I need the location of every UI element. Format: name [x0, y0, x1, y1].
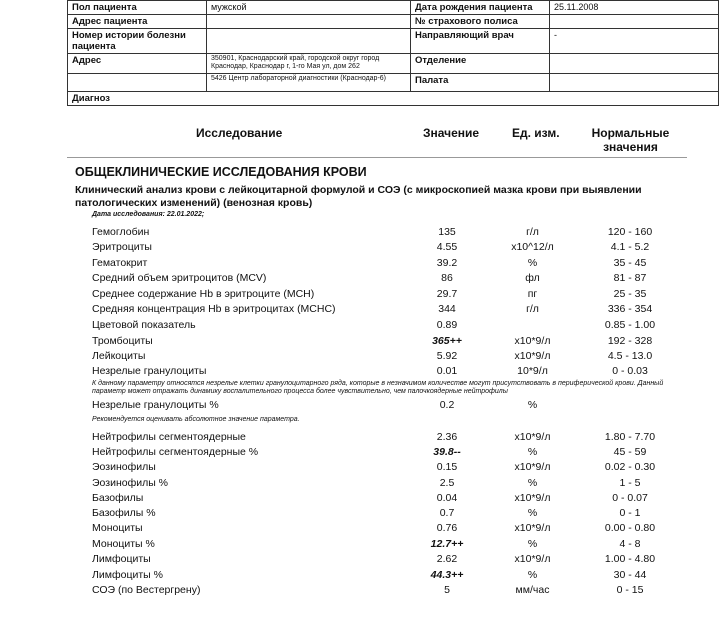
result-name: Лимфоциты %: [92, 569, 163, 581]
table-row: [0, 257, 720, 272]
result-unit: x10*9/л: [514, 431, 551, 443]
result-unit: пг: [527, 288, 538, 300]
result-value: 44.3++: [430, 569, 464, 581]
result-value: 344: [438, 303, 456, 315]
address-label: Адрес пациента: [68, 15, 207, 29]
result-unit: 10*9/л: [517, 365, 548, 377]
result-normal: 0 - 1: [619, 507, 641, 519]
policy-label: № страхового полиса: [411, 15, 550, 29]
result-unit: %: [527, 399, 538, 411]
table-row: [0, 492, 720, 507]
result-value: 0.04: [436, 492, 458, 504]
result-name: Тромбоциты: [92, 335, 153, 347]
result-normal: 1 - 5: [619, 477, 641, 489]
note-absolute-value: Рекомендуется оценивать абсолютное значение параметра.: [92, 416, 300, 423]
result-normal: 0.85 - 1.00: [604, 319, 656, 331]
study-date: Дата исследования: 22.01.2022;: [92, 211, 205, 218]
column-value: Значение: [423, 126, 480, 140]
result-normal: 45 - 59: [613, 446, 647, 458]
result-normal: 1.00 - 4.80: [604, 553, 656, 565]
result-normal: 4 - 8: [619, 538, 641, 550]
result-unit: x10*9/л: [514, 492, 551, 504]
result-name: Цветовой показатель: [92, 319, 196, 331]
history-label: Номер истории болезни пациента: [68, 29, 207, 54]
result-normal: 30 - 44: [613, 569, 647, 581]
result-name: СОЭ (по Вестергрену): [92, 584, 201, 596]
result-name: Базофилы: [92, 492, 144, 504]
result-unit: %: [527, 538, 538, 550]
table-row: [0, 288, 720, 303]
result-name: Гематокрит: [92, 257, 148, 269]
note-immature-granulocytes: К данному параметру относятся незрелые клетки гранулоцитарного ряда, которые в незначимом количестве могут присутствовать в периферической крови. Данный параметр может отражать динамику воспалительного процесса более чувствительно, чем палочкоядерные нейтрофилы: [92, 380, 664, 395]
result-name: Средняя концентрация Hb в эритроцитах (MCHC): [92, 303, 336, 315]
column-normal: Нормальные значения: [591, 126, 670, 154]
result-unit: фл: [525, 272, 540, 284]
result-name: Незрелые гранулоциты %: [92, 399, 219, 411]
table-row: [0, 241, 720, 256]
table-row: [0, 350, 720, 365]
result-unit: г/л: [526, 226, 539, 238]
result-name: Среднее содержание Hb в эритроците (MCH): [92, 288, 315, 300]
result-unit: x10*9/л: [514, 522, 551, 534]
result-value: 4.55: [436, 241, 458, 253]
result-value: 0.7: [439, 507, 455, 519]
result-name: Базофилы %: [92, 507, 156, 519]
result-name: Моноциты: [92, 522, 143, 534]
table-row: [0, 399, 720, 414]
result-normal: 120 - 160: [607, 226, 653, 238]
table-row: [0, 226, 720, 241]
result-value: 86: [441, 272, 453, 284]
result-unit: x10*9/л: [514, 335, 551, 347]
result-normal: 0 - 0.07: [612, 492, 648, 504]
result-normal: 336 - 354: [607, 303, 653, 315]
table-row: [0, 584, 720, 599]
sex-value: мужской: [207, 1, 411, 15]
result-normal: 0 - 15: [616, 584, 644, 596]
table-row: [0, 431, 720, 446]
result-unit: x10*9/л: [514, 553, 551, 565]
result-normal: 0 - 0.03: [612, 365, 648, 377]
result-value: 0.89: [436, 319, 458, 331]
section-title: ОБЩЕКЛИНИЧЕСКИЕ ИССЛЕДОВАНИЯ КРОВИ: [75, 165, 367, 179]
table-row: [0, 569, 720, 584]
table-row: [0, 538, 720, 553]
result-value: 2.5: [439, 477, 455, 489]
result-normal: 1.80 - 7.70: [604, 431, 656, 443]
result-name: Моноциты %: [92, 538, 155, 550]
result-unit: %: [527, 257, 538, 269]
table-row: [0, 335, 720, 350]
column-study: Исследование: [196, 126, 283, 140]
result-unit: x10*9/л: [514, 461, 551, 473]
patient-info-table: [67, 0, 719, 106]
result-value: 2.62: [436, 553, 458, 565]
table-row: [0, 507, 720, 522]
result-value: 135: [438, 226, 456, 238]
table-row: [0, 303, 720, 318]
result-unit: %: [527, 507, 538, 519]
table-row: [0, 319, 720, 334]
section-divider: [67, 157, 687, 158]
result-unit: x10^12/л: [511, 241, 554, 253]
result-normal: 0.00 - 0.80: [604, 522, 656, 534]
result-value: 5: [444, 584, 450, 596]
addr-label: Адрес: [68, 54, 207, 74]
result-normal: 192 - 328: [607, 335, 653, 347]
result-name: Эозинофилы %: [92, 477, 169, 489]
result-unit: г/л: [526, 303, 539, 315]
birth-value: 25.11.2008: [550, 1, 719, 15]
table-row: [0, 477, 720, 492]
table-row: [0, 272, 720, 287]
result-value: 39.8--: [433, 446, 461, 458]
result-name: Средний объем эритроцитов (MCV): [92, 272, 267, 284]
result-normal: 25 - 35: [613, 288, 647, 300]
result-value: 39.2: [436, 257, 458, 269]
result-name: Гемоглобин: [92, 226, 150, 238]
result-normal: 35 - 45: [613, 257, 647, 269]
result-normal: 81 - 87: [613, 272, 647, 284]
table-row: [0, 365, 720, 380]
doctor-value: -: [550, 29, 719, 54]
dept-label: Отделение: [411, 54, 550, 74]
diagnosis-label: Диагноз: [68, 92, 719, 106]
result-value: 0.2: [439, 399, 455, 411]
result-name: Лимфоциты: [92, 553, 151, 565]
column-unit: Ед. изм.: [512, 126, 560, 140]
result-value: 5.92: [436, 350, 458, 362]
result-unit: %: [527, 569, 538, 581]
result-value: 365++: [432, 335, 462, 347]
result-unit: мм/час: [515, 584, 550, 596]
result-unit: %: [527, 477, 538, 489]
result-name: Незрелые гранулоциты: [92, 365, 207, 377]
table-row: [0, 446, 720, 461]
result-unit: %: [527, 446, 538, 458]
result-value: 0.76: [436, 522, 458, 534]
result-name: Нейтрофилы сегментоядерные %: [92, 446, 259, 458]
addr-value: 350901, Краснодарский край, городской округ город Краснодар, Краснодар г, 1-го Мая ул, дом 262: [207, 54, 411, 74]
result-normal: 4.5 - 13.0: [607, 350, 653, 362]
doctor-label: Направляющий врач: [411, 29, 550, 54]
lab-value: 5426 Центр лабораторной диагностики (Краснодар-6): [207, 74, 411, 92]
result-value: 0.15: [436, 461, 458, 473]
result-normal: 0.02 - 0.30: [604, 461, 656, 473]
result-value: 29.7: [436, 288, 458, 300]
result-name: Эритроциты: [92, 241, 152, 253]
birth-label: Дата рождения пациента: [411, 1, 550, 15]
table-row: [0, 553, 720, 568]
result-unit: x10*9/л: [514, 350, 551, 362]
result-value: 2.36: [436, 431, 458, 443]
result-normal: 4.1 - 5.2: [610, 241, 650, 253]
sex-label: Пол пациента: [68, 1, 207, 15]
result-value: 12.7++: [430, 538, 464, 550]
result-value: 0.01: [436, 365, 458, 377]
result-name: Лейкоциты: [92, 350, 146, 362]
ward-label: Палата: [411, 74, 550, 92]
section-subtitle: Клинический анализ крови с лейкоцитарной формулой и СОЭ (с микроскопией мазка крови при выявлении патологических изменений) (венозная кровь): [75, 184, 642, 209]
result-name: Эозинофилы: [92, 461, 156, 473]
table-row: [0, 461, 720, 476]
result-name: Нейтрофилы сегментоядерные: [92, 431, 246, 443]
table-row: [0, 522, 720, 537]
